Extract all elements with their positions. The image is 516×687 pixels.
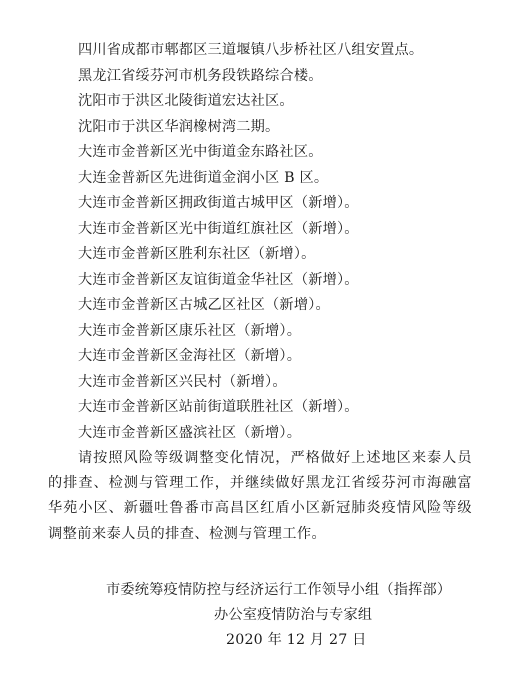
location-item: 黑龙江省绥芬河市机务段铁路综合楼。 bbox=[78, 67, 323, 84]
location-item: 大连市金普新区古城乙区社区（新增）。 bbox=[78, 297, 330, 313]
location-item: 大连市金普新区金海社区（新增）。 bbox=[78, 348, 302, 364]
location-item: 大连市金普新区站前街道联胜社区（新增）。 bbox=[78, 399, 359, 415]
location-item: 大连市金普新区光中街道金东路社区。 bbox=[78, 144, 323, 160]
signature-date: 2020 年 12 月 27 日 bbox=[226, 632, 367, 648]
location-item: 大连市金普新区胜利东社区（新增）。 bbox=[78, 246, 316, 262]
location-item: 大连市金普新区光中街道红旗社区（新增）。 bbox=[78, 220, 359, 237]
signature-org-line2: 办公室疫情防治与专家组 bbox=[214, 607, 373, 623]
location-item: 沈阳市于洪区北陵街道宏达社区。 bbox=[78, 93, 294, 109]
location-item: 沈阳市于洪区华润橡树湾二期。 bbox=[78, 118, 280, 135]
location-item: 大连市金普新区友谊街道金华社区（新增）。 bbox=[78, 271, 359, 288]
instruction-paragraph: 请按照风险等级调整变化情况，严格做好上述地区来泰人员的排查、检测与管理工作，并继续做好黑龙江省绥芬河市海融富华苑小区、新疆吐鲁番市高昌区红盾小区新冠肺炎疫情风险等级调整前来泰人员的排查、检测与管理工作。 bbox=[48, 450, 472, 542]
location-item: 大连市金普新区拥政街道古城甲区（新增）。 bbox=[78, 195, 359, 211]
location-item: 大连市金普新区盛滨社区（新增）。 bbox=[78, 424, 302, 441]
location-item: 大连金普新区先进街道金润小区 B 区。 bbox=[78, 169, 329, 186]
location-item: 四川省成都市郫都区三道堰镇八步桥社区八组安置点。 bbox=[78, 42, 424, 58]
location-item: 大连市金普新区兴民村（新增）。 bbox=[78, 373, 287, 390]
location-item: 大连市金普新区康乐社区（新增）。 bbox=[78, 322, 302, 339]
signature-org-line1: 市委统筹疫情防控与经济运行工作领导小组（指挥部） bbox=[106, 582, 452, 598]
